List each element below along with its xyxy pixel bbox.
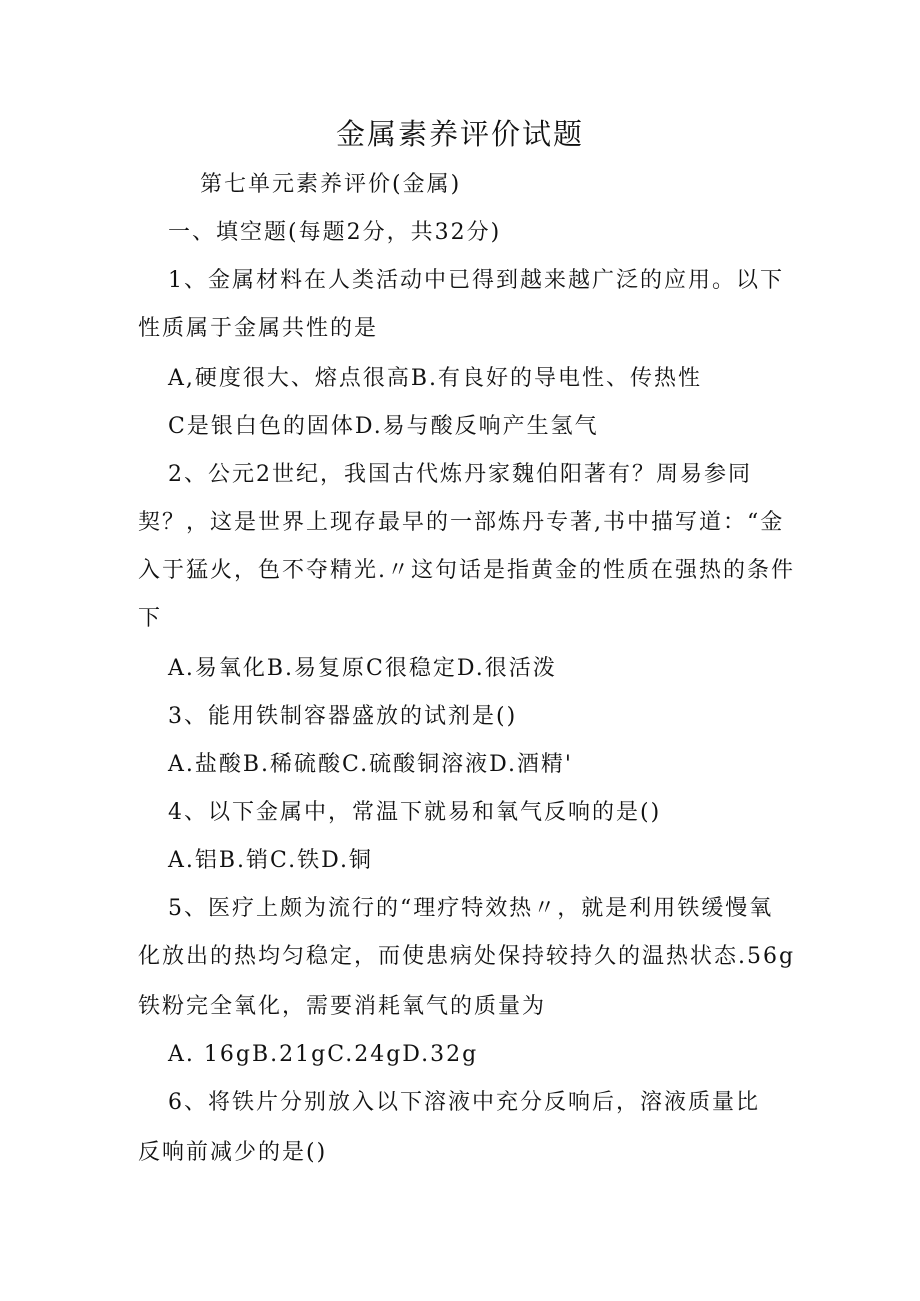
question-6-text: 6、将铁片分别放入以下溶液中充分反响后，溶液质量比 — [168, 1090, 760, 1115]
question-1-options: C是银白色的固体D.易与酸反响产生氢气 — [168, 414, 599, 439]
unit-subtitle: 第七单元素养评价(金属) — [200, 172, 462, 197]
question-5-text: 铁粉完全氧化，需要消耗氧气的质量为 — [138, 994, 547, 1019]
question-5-text: 化放出的热均匀稳定，而使患病处保持较持久的温热状态.56g — [138, 944, 796, 969]
question-2-text: 2、公元2世纪，我国古代炼丹家魏伯阳著有？周易参同 — [168, 462, 752, 487]
question-1-text: 性质属于金属共性的是 — [138, 316, 379, 341]
question-6-text: 反响前减少的是() — [138, 1140, 328, 1165]
question-4-text: 4、以下金属中，常温下就易和氧气反响的是() — [168, 800, 662, 825]
question-3-text: 3、能用铁制容器盛放的试剂是() — [168, 704, 518, 729]
question-1-text: 1、金属材料在人类活动中已得到越来越广泛的应用。以下 — [168, 268, 784, 293]
question-1-options: A,硬度很大、熔点很高B.有良好的导电性、传热性 — [168, 366, 703, 391]
question-2-options: A.易氧化B.易复原C很稳定D.很活泼 — [168, 656, 557, 681]
question-5-options: A. 16gB.21gC.24gD.32g — [168, 1042, 479, 1067]
section-heading: 一、填空题(每题2分，共32分) — [168, 220, 502, 245]
question-2-text: 契？，这是世界上现存最早的一部炼丹专著,书中描写道：“金 — [138, 510, 785, 535]
question-5-text: 5、医疗上颇为流行的“理疗特效热〃，就是利用铁缓慢氧 — [168, 896, 774, 921]
question-3-options: A.盐酸B.稀硫酸C.硫酸铜溶液D.酒精' — [168, 752, 573, 777]
question-4-options: A.铝B.销C.铁D.铜 — [168, 848, 373, 873]
page-title: 金属素养评价试题 — [335, 117, 584, 151]
question-2-text: 下 — [138, 606, 163, 631]
question-2-text: 入于猛火，色不夺精光.〃这句话是指黄金的性质在强热的条件 — [138, 558, 795, 583]
